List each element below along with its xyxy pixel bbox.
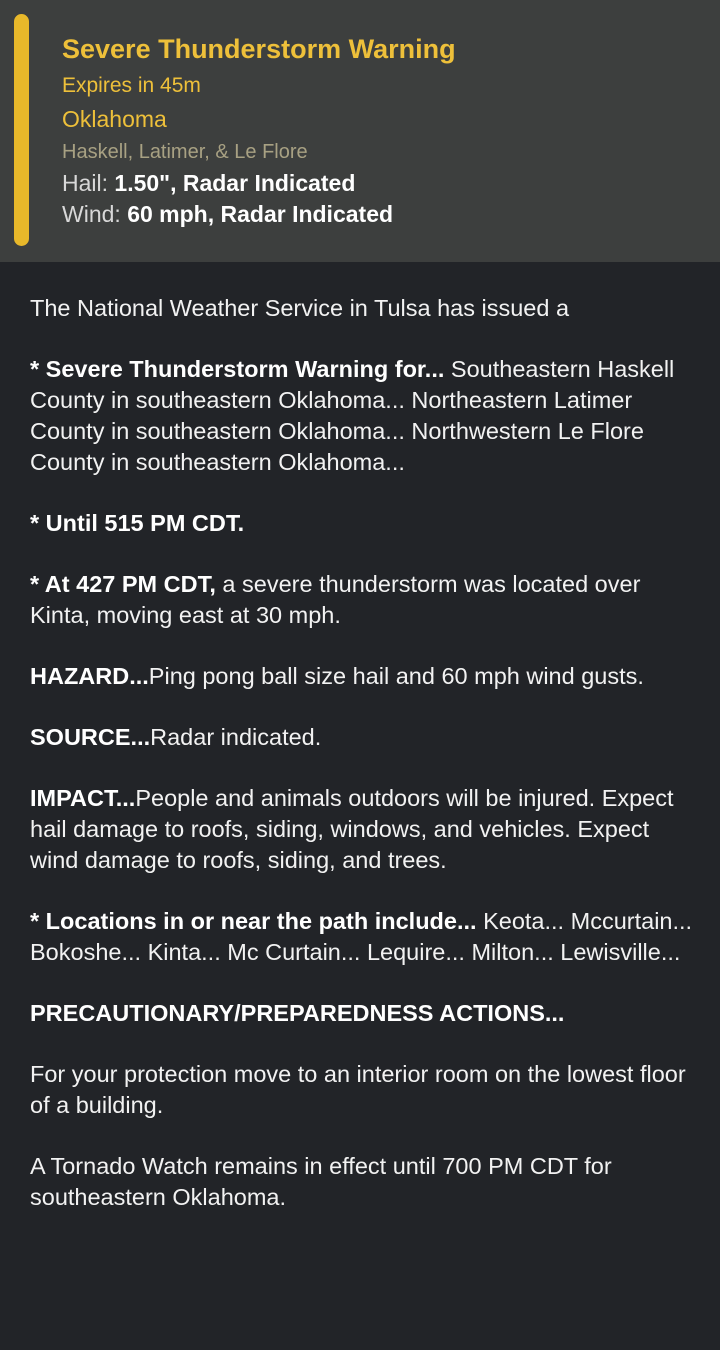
intro-paragraph: The National Weather Service in Tulsa has issued a	[30, 295, 570, 321]
locations-paragraph	[30, 906, 700, 968]
location-paragraph	[30, 569, 700, 631]
precaution-heading-text: PRECAUTIONARY/PREPAREDNESS ACTIONS...	[30, 1000, 565, 1026]
hazard-label: HAZARD...	[30, 663, 149, 689]
alert-expiry: Expires in 45m	[62, 74, 201, 97]
wind-value: 60 mph, Radar Indicated	[127, 201, 394, 227]
alert-title: Severe Thunderstorm Warning	[62, 34, 456, 64]
hazard-text: Ping pong ball size hail and 60 mph wind gusts.	[148, 663, 644, 689]
hail-value: 1.50", Radar Indicated	[114, 170, 356, 196]
hazard-paragraph	[30, 661, 700, 692]
protection-paragraph: For your protection move to an interior room on the lowest floor of a building.	[30, 1061, 686, 1118]
locations-label: * Locations in or near the path include...	[30, 908, 477, 934]
warning-label: * Severe Thunderstorm Warning for...	[30, 356, 445, 382]
source-text: Radar indicated.	[150, 724, 322, 750]
at-label: * At 427 PM CDT,	[30, 571, 216, 597]
source-label: SOURCE...	[30, 724, 151, 750]
alert-counties: Haskell, Latimer, & Le Flore	[62, 141, 308, 163]
wind-detail	[62, 199, 702, 230]
locations-text: Keota... Mccurtain... Bokoshe... Kinta... Mc Curtain... Lequire... Milton... Lewisville...	[30, 908, 693, 965]
source-paragraph	[30, 722, 700, 753]
impact-text: People and animals outdoors will be injured. Expect hail damage to roofs, siding, windows, and vehicles. Expect wind damage to roofs, siding, and trees.	[30, 785, 674, 873]
warning-paragraph	[30, 354, 700, 478]
alert-summary	[62, 30, 702, 230]
wind-label: Wind:	[62, 201, 121, 227]
impact-label: IMPACT...	[30, 785, 136, 811]
severity-accent-bar	[14, 14, 29, 246]
at-text: a severe thunderstorm was located over Kinta, moving east at 30 mph.	[30, 571, 641, 628]
hail-detail	[62, 168, 702, 199]
tornado-watch-paragraph: A Tornado Watch remains in effect until 700 PM CDT for southeastern Oklahoma.	[30, 1153, 612, 1210]
alert-body	[30, 293, 700, 1243]
alert-state: Oklahoma	[62, 106, 167, 132]
alert-header[interactable]	[0, 0, 720, 262]
hail-label: Hail:	[62, 170, 109, 196]
until-paragraph	[30, 508, 700, 539]
until-text: * Until 515 PM CDT.	[30, 510, 245, 536]
warning-text: Southeastern Haskell County in southeastern Oklahoma... Northeastern Latimer County in southeastern Oklahoma... Northwestern Le Flore County in southeastern Oklahoma...	[30, 356, 675, 475]
precaution-heading	[30, 998, 700, 1029]
impact-paragraph	[30, 783, 700, 876]
